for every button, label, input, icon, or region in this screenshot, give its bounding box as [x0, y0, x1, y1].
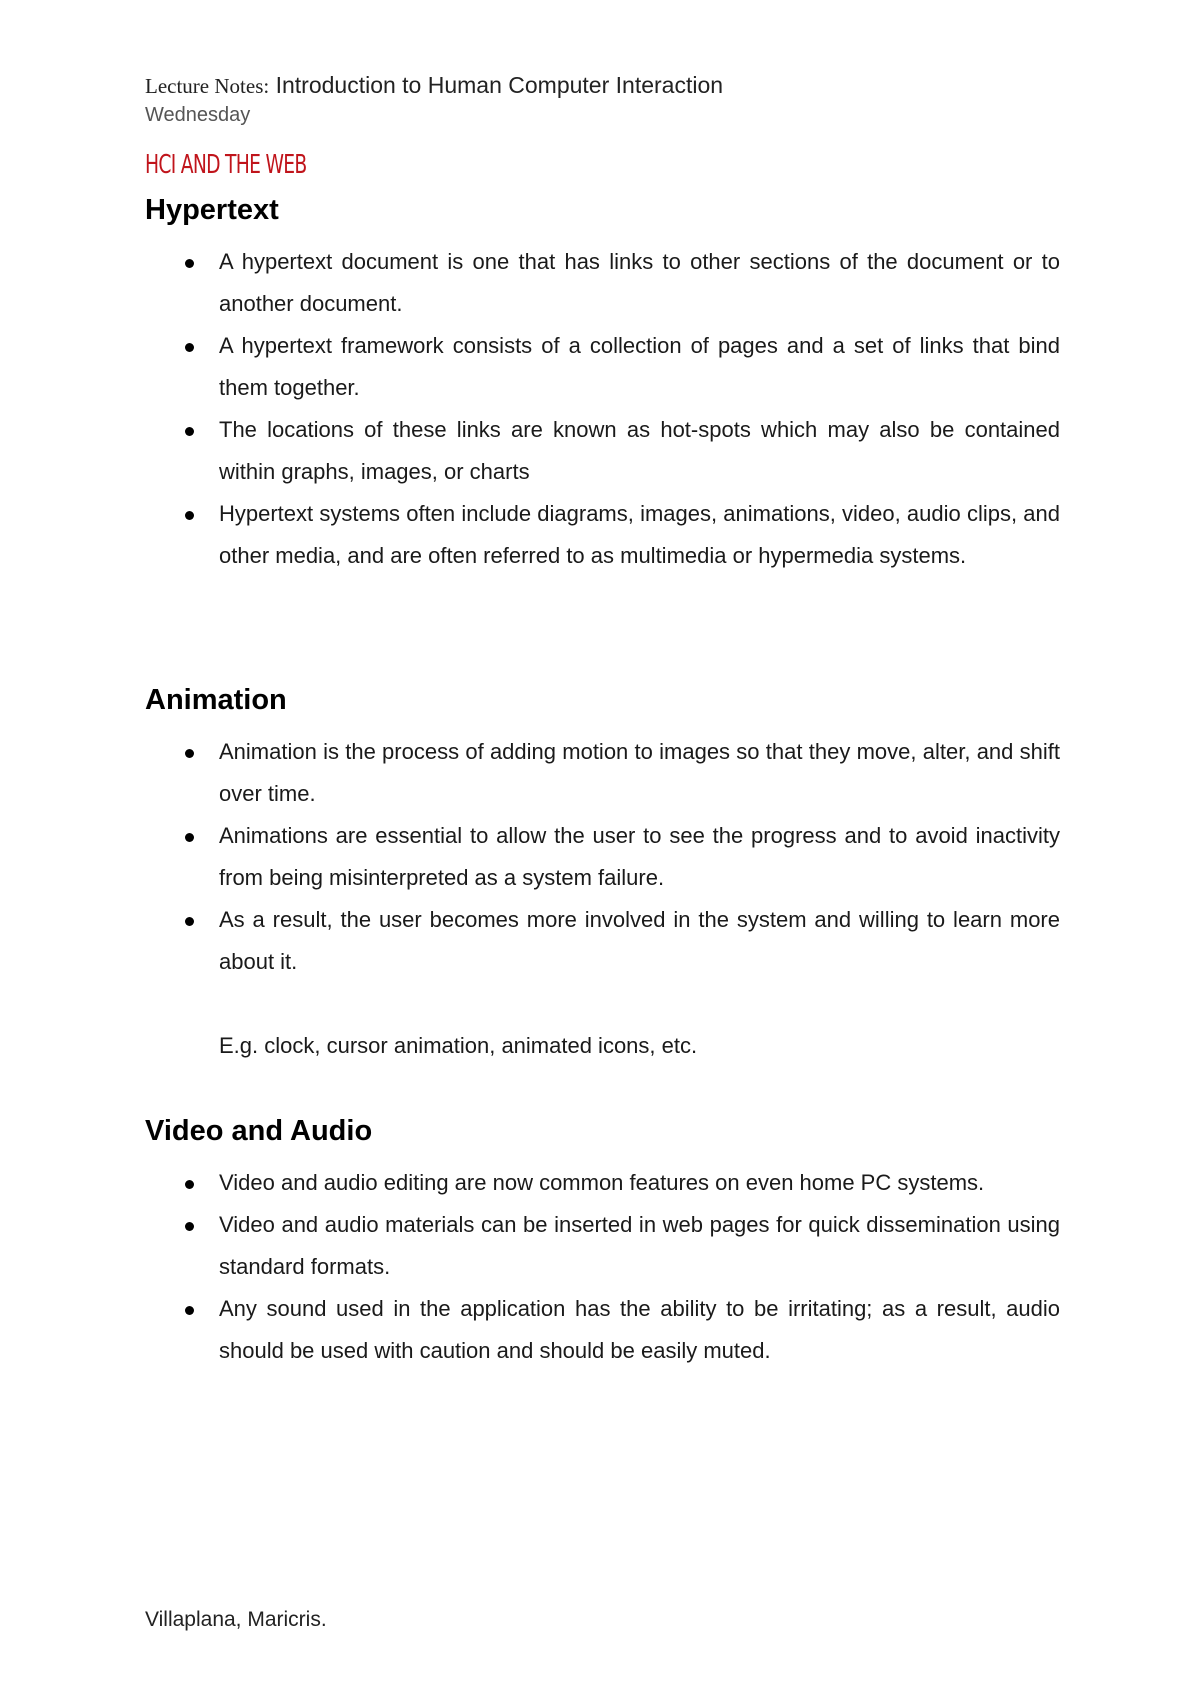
footer-author: Villaplana, Maricris. [145, 1608, 327, 1631]
list-item [145, 241, 1060, 325]
header-course: Introduction to Human Computer Interaction [269, 72, 724, 98]
list-item-text: Any sound used in the application has the ability to be irritating; as a result, audio should be used with caution and should be easily muted. [219, 1296, 1060, 1363]
section-heading: Animation [145, 684, 287, 716]
bullet-list [145, 731, 1060, 983]
example-text: E.g. clock, cursor animation, animated icons, etc. [219, 1033, 698, 1058]
list-item [145, 1162, 1060, 1204]
list-item-text: A hypertext document is one that has links to other sections of the document or to another document. [219, 249, 1060, 316]
list-item-text: Animation is the process of adding motion to images so that they move, alter, and shift over time. [219, 739, 1060, 806]
list-item [145, 731, 1060, 815]
list-item-text: A hypertext framework consists of a collection of pages and a set of links that bind them together. [219, 333, 1060, 400]
bullet-icon [185, 1222, 194, 1231]
list-item [145, 815, 1060, 899]
list-item [145, 1204, 1060, 1288]
bullet-icon [185, 749, 194, 758]
list-item-text: Hypertext systems often include diagrams, images, animations, video, audio clips, and other media, and are often referred to as multimedia or hypermedia systems. [219, 501, 1060, 568]
list-item-text: As a result, the user becomes more involved in the system and willing to learn more about it. [219, 907, 1060, 974]
header-day: Wednesday [145, 104, 251, 126]
list-item-text: The locations of these links are known as hot-spots which may also be contained within graphs, images, or charts [219, 417, 1060, 484]
section-heading: Video and Audio [145, 1115, 373, 1147]
list-item [145, 409, 1060, 493]
bullet-list [145, 241, 1060, 577]
bullet-icon [185, 343, 194, 352]
bullet-icon [185, 1180, 194, 1189]
list-item [145, 899, 1060, 983]
list-item [145, 1288, 1060, 1372]
list-item-text: Animations are essential to allow the user to see the progress and to avoid inactivity from being misinterpreted as a system failure. [219, 823, 1060, 890]
document-title: HCI AND THE WEB [145, 150, 307, 180]
header-label: Lecture Notes: [145, 74, 270, 98]
header-course-line [145, 72, 723, 99]
section-heading: Hypertext [145, 194, 279, 226]
bullet-icon [185, 917, 194, 926]
bullet-icon [185, 1306, 194, 1315]
bullet-icon [185, 259, 194, 268]
bullet-list [145, 1162, 1060, 1372]
list-item [145, 493, 1060, 577]
bullet-icon [185, 511, 194, 520]
section-video-audio [145, 1114, 1060, 1372]
list-item-text: Video and audio editing are now common features on even home PC systems. [219, 1170, 985, 1195]
list-item-text: Video and audio materials can be inserted in web pages for quick dissemination using standard formats. [219, 1212, 1060, 1279]
bullet-icon [185, 833, 194, 842]
section-animation [145, 683, 1060, 1067]
bullet-icon [185, 427, 194, 436]
section-hypertext [145, 193, 1060, 577]
list-item [145, 325, 1060, 409]
